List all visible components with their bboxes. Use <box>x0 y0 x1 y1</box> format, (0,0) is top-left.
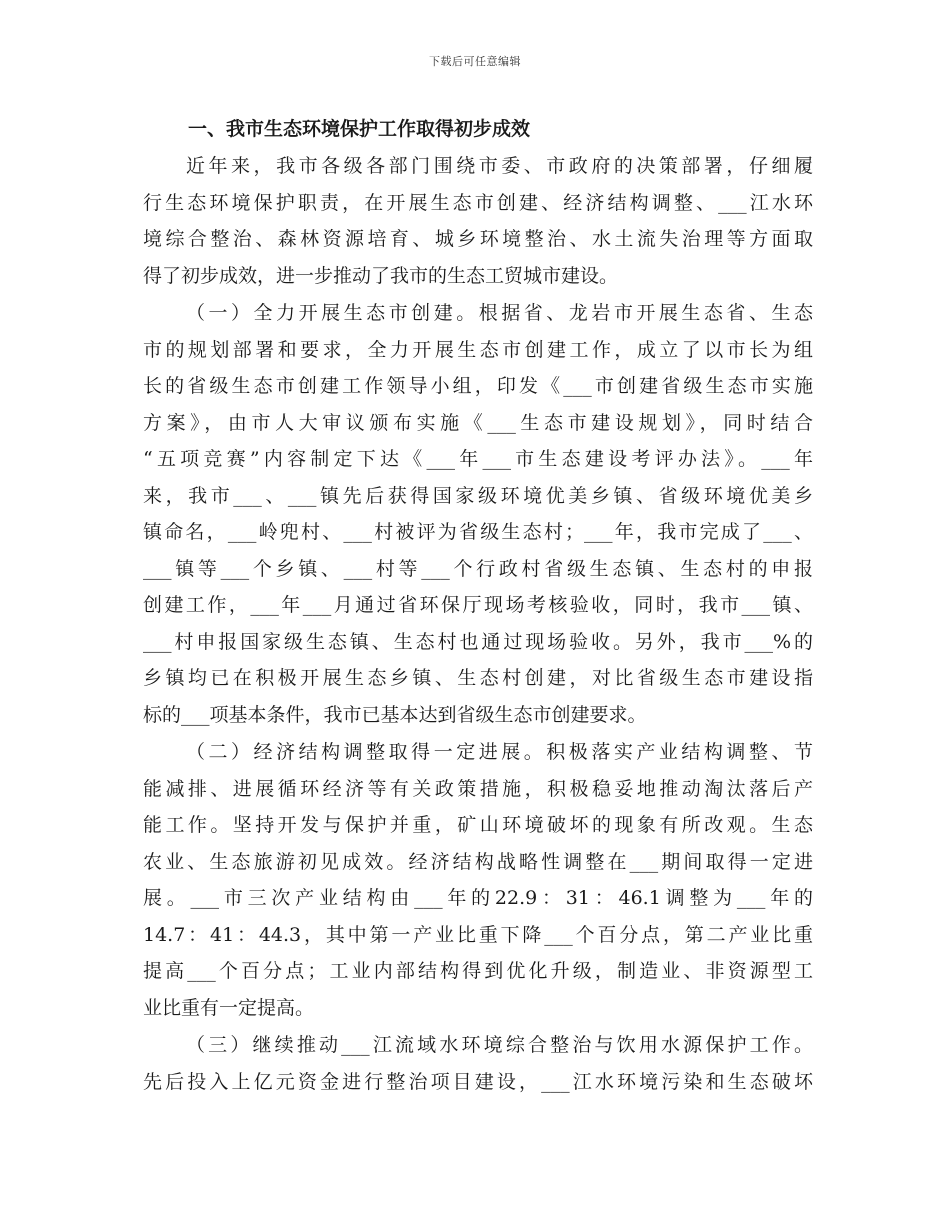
paragraph-line: （三）继续推动___江流域水环境综合整治与饮用水源保护工作。 <box>186 1034 813 1056</box>
paragraph-line: 14.7：41：44.3，其中第一产业比重下降___个百分点，第二产业比重 <box>143 923 813 946</box>
section-heading: 一、我市生态环境保护工作取得初步成效 <box>188 118 531 140</box>
paragraph-line: 近年来，我市各级各部门围绕市委、市政府的决策部署，仔细履 <box>186 155 813 177</box>
paragraph-line: 来，我市___、___镇先后获得国家级环境优美乡镇、省级环境优美乡 <box>143 484 813 507</box>
paragraph-water-environment <box>143 1027 813 1100</box>
paragraph-eco-city <box>143 295 813 733</box>
paragraph-line: 展。___市三次产业结构由___年的22.9：31：46.1调整为___年的 <box>143 887 813 909</box>
paragraph-line: 长的省级生态市创建工作领导小组，印发《___市创建省级生态市实施 <box>143 375 813 397</box>
paragraph-line: 得了初步成效，进一步推动了我市的生态工贸城市建设。 <box>143 264 619 287</box>
paragraph-line: 能工作。坚持开发与保护并重，矿山环境破坏的现象有所改观。生态 <box>143 814 813 836</box>
paragraph-line: 境综合整治、森林资源培育、城乡环境整治、水土流失治理等方面取 <box>143 228 813 250</box>
paragraph-line: 乡镇均已在积极开展生态乡镇、生态村创建，对比省级生态市建设指 <box>143 667 813 689</box>
paragraph-line: （二）经济结构调整取得一定进展。积极落实产业结构调整、节 <box>186 741 813 763</box>
paragraph-line: 镇命名，___岭兜村、___村被评为省级生态村；___年，我市完成了___、 <box>143 521 813 543</box>
paragraph-line: 标的___项基本条件，我市已基本达到省级生态市创建要求。 <box>143 703 647 726</box>
paragraph-line: ___镇等___个乡镇、___村等___个行政村省级生态镇、生态村的申报 <box>143 557 813 580</box>
paragraph-line: 业比重有一定提高。 <box>143 996 315 1019</box>
paragraph-line: 农业、生态旅游初见成效。经济结构战略性调整在___期间取得一定进 <box>143 850 813 873</box>
paragraph-line: 方案》，由市人大审议颁布实施《___生态市建设规划》，同时结合 <box>143 411 813 434</box>
paragraph-line: ___村申报国家级生态镇、生态村也通过现场验收。另外，我市___%的 <box>143 630 813 653</box>
paragraph-line: 先后投入上亿元资金进行整治项目建设，___江水环境污染和生态破坏 <box>143 1070 813 1093</box>
document-body <box>143 111 813 1100</box>
paragraph-line: 提高___个百分点；工业内部结构得到优化升级，制造业、非资源型工 <box>143 960 813 982</box>
paragraph-line: （一）全力开展生态市创建。根据省、龙岩市开展生态省、生态 <box>186 302 813 324</box>
paragraph-economic-structure <box>143 734 813 1026</box>
paragraph-intro <box>143 148 813 294</box>
paragraph-line: 市的规划部署和要求，全力开展生态市创建工作，成立了以市长为组 <box>143 338 813 361</box>
paragraph-line: 行生态环境保护职责，在开展生态市创建、经济结构调整、___江水环 <box>143 191 813 214</box>
paragraph-line: 能减排、进展循环经济等有关政策措施，积极稳妥地推动淘汰落后产 <box>143 777 813 800</box>
paragraph-line: 创建工作，___年___月通过省环保厅现场考核验收，同时，我市___镇、 <box>143 594 813 616</box>
page-header-note: 下载后可任意编辑 <box>429 55 521 68</box>
paragraph-line: “五项竞赛”内容制定下达《___年___市生态建设考评办法》。___年 <box>143 448 813 470</box>
